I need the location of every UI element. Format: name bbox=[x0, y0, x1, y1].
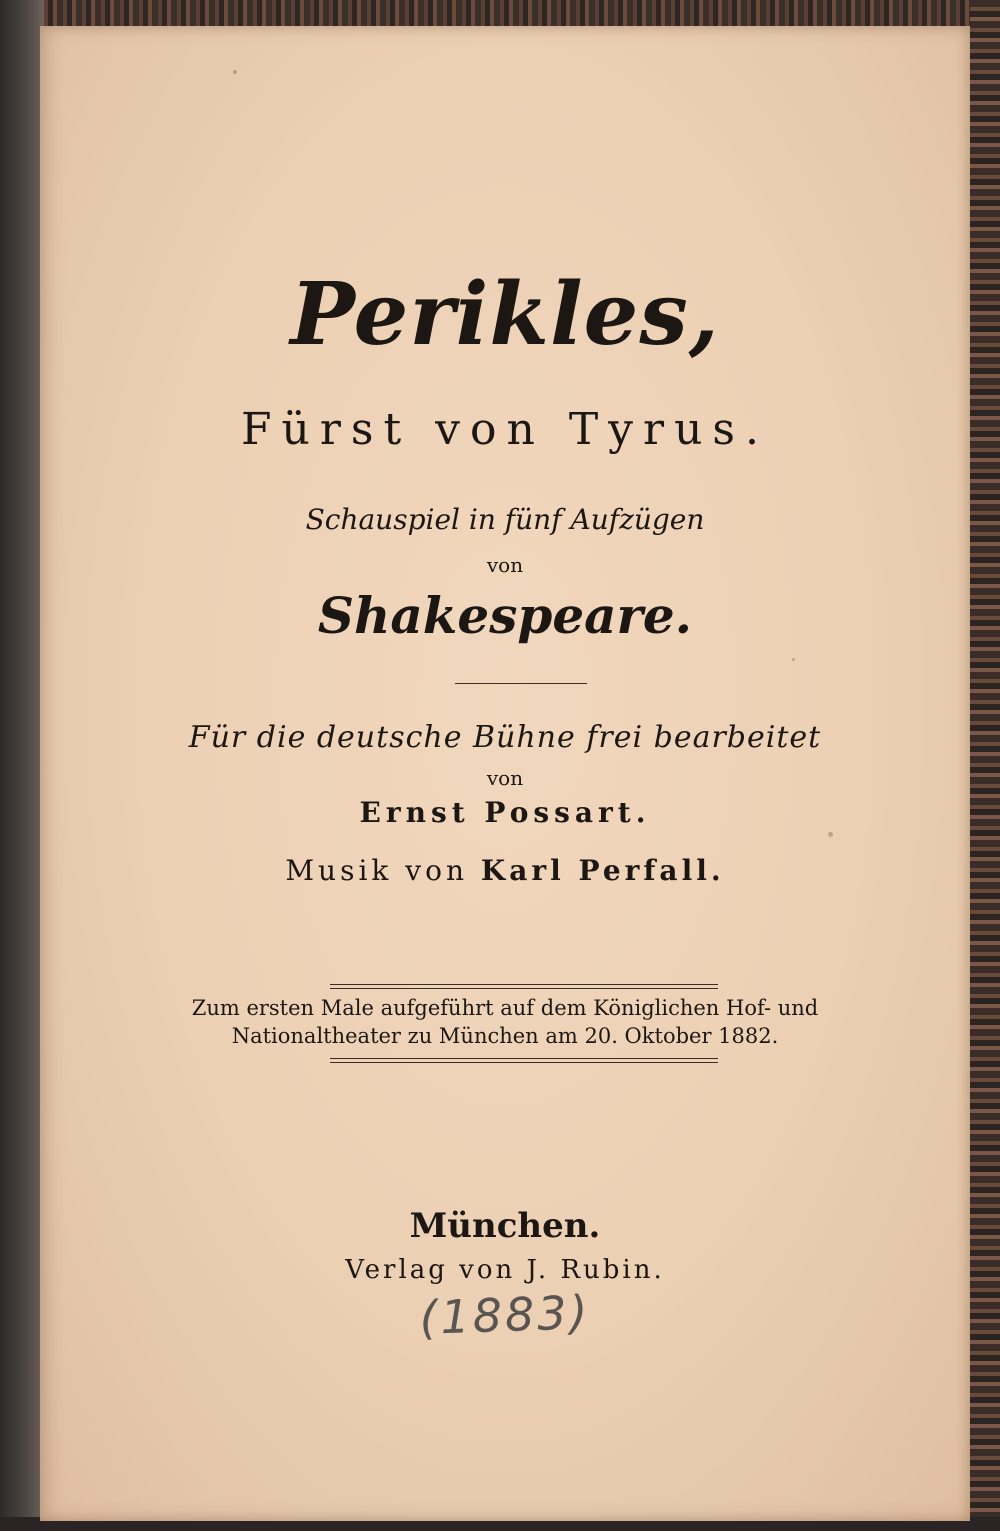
music-credit bbox=[40, 854, 970, 887]
paper-spot bbox=[828, 832, 833, 837]
publication-city: München. bbox=[409, 1206, 601, 1246]
publisher-line: Verlag von J. Rubin. bbox=[345, 1255, 665, 1285]
play-title: Perikles, bbox=[290, 264, 720, 365]
genre-line: Schauspiel in fünf Aufzügen bbox=[305, 503, 705, 536]
composer-name: Karl Perfall. bbox=[480, 854, 725, 887]
adapter-name: Ernst Possart. bbox=[359, 796, 651, 829]
adaptation-note: Für die deutsche Bühne frei bearbeitet bbox=[188, 720, 822, 755]
divider-rule bbox=[455, 683, 587, 684]
play-subtitle: Fürst von Tyrus. bbox=[241, 404, 769, 455]
premiere-note-line-2: Nationaltheater zu München am 20. Oktober 1882. bbox=[231, 1024, 779, 1048]
book-binding-left bbox=[0, 0, 44, 1531]
author-name: Shakespeare. bbox=[317, 586, 693, 645]
double-rule-bottom bbox=[330, 1058, 718, 1063]
paper-spot bbox=[233, 70, 237, 74]
handwritten-year-annotation: (1883) bbox=[418, 1285, 592, 1345]
by-word: von bbox=[486, 766, 524, 790]
music-prefix: Musik von bbox=[285, 854, 468, 887]
double-rule-top bbox=[330, 984, 718, 989]
title-page bbox=[40, 26, 970, 1521]
premiere-note-line-1: Zum ersten Male aufgeführt auf dem Königlichen Hof- und bbox=[191, 996, 819, 1020]
book-cover-right-edge bbox=[970, 0, 1000, 1531]
paper-spot bbox=[792, 658, 795, 661]
by-word: von bbox=[486, 553, 524, 577]
